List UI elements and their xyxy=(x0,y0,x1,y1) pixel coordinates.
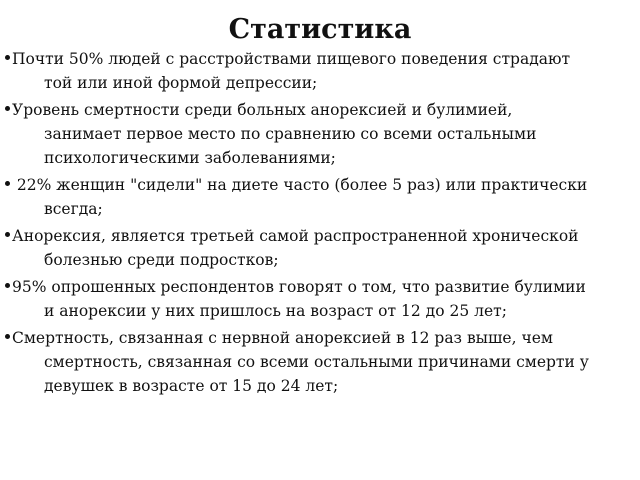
bullet-item xyxy=(0,275,590,323)
bullet-text: Смертность, связанная с нервной анорексией в 12 раз выше, чем смертность, связанная со всеми остальными причинами смерти у девушек в возрасте от 15 до 24 лет; xyxy=(12,329,589,395)
bullet-dot-icon xyxy=(5,283,10,288)
bullet-item xyxy=(0,326,590,398)
bullet-item xyxy=(0,224,590,272)
bullet-list xyxy=(0,47,590,401)
bullet-dot-icon xyxy=(5,334,10,339)
bullet-item xyxy=(0,98,590,170)
bullet-item xyxy=(0,47,590,95)
bullet-dot-icon xyxy=(5,181,10,186)
bullet-dot-icon xyxy=(5,55,10,60)
bullet-text: Почти 50% людей с расстройствами пищевого поведения страдают той или иной формой депрессии; xyxy=(12,50,571,92)
slide-title: Статистика xyxy=(228,14,412,45)
bullet-text: 22% женщин "сидели" на диете часто (более 5 раз) или практически всегда; xyxy=(12,176,588,218)
bullet-text: Анорексия, является третьей самой распространенной хронической болезнью среди подростков; xyxy=(12,227,579,269)
bullet-dot-icon xyxy=(5,232,10,237)
bullet-item xyxy=(0,173,590,221)
bullet-dot-icon xyxy=(5,106,10,111)
bullet-text: 95% опрошенных респондентов говорят о том, что развитие булимии и анорексии у них пришлось на возраст от 12 до 25 лет; xyxy=(12,278,586,320)
bullet-text: Уровень смертности среди больных анорексией и булимией, занимает первое место по сравнению со всеми остальными психологическими заболеваниями; xyxy=(12,101,537,167)
